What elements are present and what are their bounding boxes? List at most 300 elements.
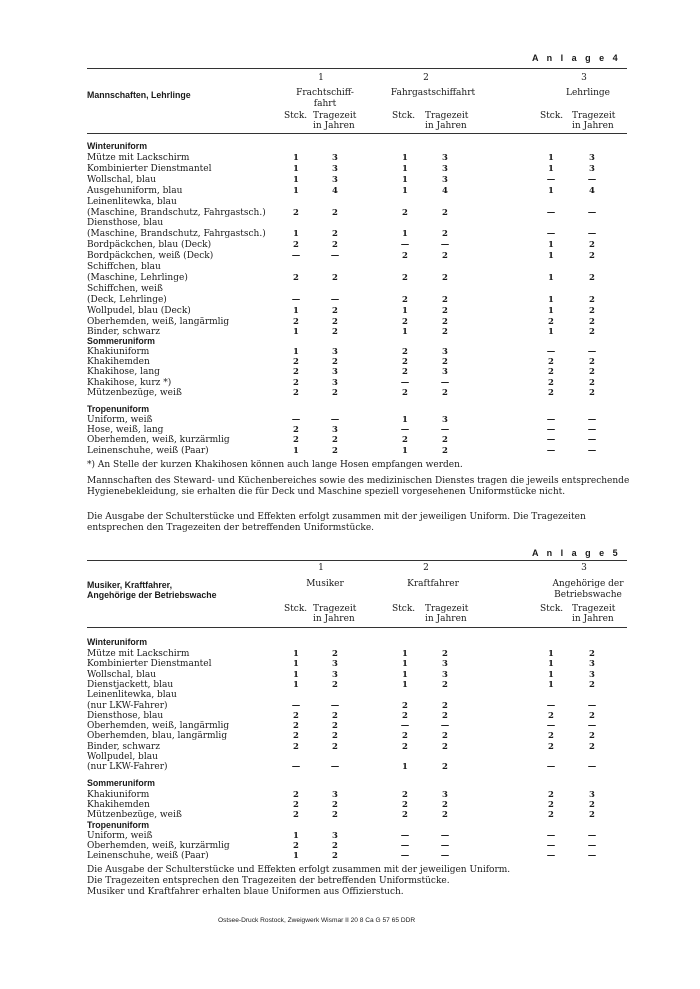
item-label: (nur LKW-Fahrer) — [87, 762, 168, 773]
stueck-cell: — — [546, 425, 556, 436]
tragezeit-cell: 2 — [332, 327, 338, 338]
stueck-cell: — — [546, 721, 556, 732]
tragezeit-cell: — — [587, 445, 597, 456]
tragezeit-cell: 2 — [442, 251, 448, 262]
stueck-cell: 2 — [402, 251, 408, 262]
stueck-cell: 1 — [293, 831, 299, 841]
tragezeit-cell: 2 — [589, 377, 595, 388]
tragezeit-cell: 2 — [442, 710, 448, 721]
stueck-cell: 1 — [548, 272, 554, 283]
table-row — [87, 790, 627, 800]
tragezeit-cell: 2 — [589, 327, 595, 338]
col-number-2: 2 — [423, 73, 429, 83]
tragezeit-cell: 2 — [589, 240, 595, 251]
stueck-cell: 1 — [293, 174, 299, 185]
stueck-cell: 2 — [402, 710, 408, 721]
group-heading-winter: Winteruniform — [87, 141, 148, 151]
item-label: Uniform, weiß — [87, 831, 153, 841]
tragezeit-cell: — — [587, 700, 597, 711]
tragezeit-cell: — — [330, 251, 340, 262]
item-label: Oberhemden, weiß, kurzärmlig — [87, 435, 230, 446]
table-row — [87, 659, 627, 669]
stueck-cell: 1 — [402, 669, 408, 680]
tragezeit-cell: 2 — [442, 229, 448, 240]
note-hygiene: Mannschaften des Steward- und Küchenbereiches sowie des medizinischen Dienstes tragen die jeweils entsprechende Hygienebekleidung, sie erhalten die für Deck und Maschine speziell vorgesehenen Uniformstücke nicht. — [87, 476, 630, 497]
tragezeit-cell: — — [587, 435, 597, 446]
tragezeit-cell: 2 — [332, 207, 338, 218]
item-label: Leinenlitewka, blau — [87, 690, 177, 701]
stueck-cell: 1 — [293, 649, 299, 659]
stueck-cell: 2 — [293, 377, 299, 388]
note-offizierstuch: Musiker und Kraftfahrer erhalten blaue Uniformen aus Offizierstuch. — [87, 887, 404, 897]
item-label: Uniform, weiß — [87, 415, 153, 425]
tragezeit-cell: — — [587, 851, 597, 862]
table-row — [87, 295, 627, 305]
tragezeit-cell: 3 — [442, 659, 448, 670]
stueck-cell: 1 — [402, 649, 408, 659]
table-row — [87, 415, 627, 425]
stueck-cell: 1 — [293, 669, 299, 680]
table-row — [87, 186, 627, 196]
in-jahren-label: in Jahren — [313, 121, 355, 131]
stueck-cell: — — [400, 831, 410, 841]
stueck-cell: 1 — [293, 185, 299, 196]
stueck-cell: 2 — [548, 357, 554, 368]
tragezeit-cell: 2 — [589, 387, 595, 398]
tragezeit-cell: 2 — [332, 240, 338, 251]
item-label: Schiffchen, weiß — [87, 283, 163, 294]
col-head-2: Kraftfahrer — [407, 579, 459, 589]
tragezeit-cell: — — [440, 721, 450, 732]
stueck-cell: 1 — [548, 294, 554, 305]
stueck-cell: — — [400, 377, 410, 388]
tragezeit-cell: 3 — [442, 367, 448, 378]
tragezeit-cell: 3 — [332, 174, 338, 185]
stueck-cell: — — [546, 229, 556, 240]
in-jahren-label: in Jahren — [572, 614, 614, 624]
stueck-cell: 2 — [402, 700, 408, 711]
stueck-cell: 1 — [402, 327, 408, 338]
stueck-cell: 1 — [402, 185, 408, 196]
stueck-cell: 2 — [402, 800, 408, 811]
stueck-cell: — — [400, 851, 410, 862]
tragezeit-cell: 2 — [332, 445, 338, 456]
table-row — [87, 701, 627, 711]
stueck-cell: — — [546, 435, 556, 446]
tragezeit-cell: 2 — [442, 305, 448, 316]
col-head-1: Musiker — [306, 579, 344, 589]
tragezeit-cell: 3 — [442, 174, 448, 185]
stueck-cell: 1 — [402, 679, 408, 690]
stueck-cell: 2 — [548, 387, 554, 398]
tragezeit-cell: 2 — [589, 357, 595, 368]
stueck-cell: — — [546, 174, 556, 185]
tragezeit-cell: 2 — [442, 731, 448, 742]
stueck-cell: 2 — [402, 435, 408, 446]
anlage-4-label: A n l a g e 4 — [532, 53, 621, 63]
tragezeit-cell: 3 — [442, 415, 448, 425]
tragezeit-cell: — — [587, 207, 597, 218]
tragezeit-cell: 2 — [589, 367, 595, 378]
stck-label: Stck. — [540, 604, 564, 614]
tragezeit-cell: 2 — [332, 810, 338, 821]
note-tragezeiten: Die Tragezeiten entsprechen den Tragezeiten der betreffenden Uniformstücke. — [87, 876, 450, 886]
table-row — [87, 357, 627, 367]
item-label: Ausgehuniform, blau — [87, 185, 183, 196]
tragezeit-cell: 2 — [589, 305, 595, 316]
stueck-cell: 2 — [293, 800, 299, 811]
tragezeit-cell: 3 — [332, 790, 338, 800]
stueck-cell: 1 — [548, 240, 554, 251]
table-row — [87, 831, 627, 841]
table-title-line-2: Angehörige der Betriebswache — [87, 590, 217, 600]
tragezeit-cell: — — [330, 294, 340, 305]
stueck-cell: 2 — [402, 357, 408, 368]
top-rule — [87, 560, 627, 561]
table-row — [87, 721, 627, 731]
table-row — [87, 240, 627, 250]
table-row — [87, 690, 627, 700]
stueck-cell: 2 — [548, 790, 554, 800]
tragezeit-cell: 2 — [332, 721, 338, 732]
item-label: Oberhemden, weiß, langärmlig — [87, 316, 230, 327]
stueck-cell: 2 — [402, 790, 408, 800]
col-number-3: 3 — [581, 73, 587, 83]
stueck-cell: 1 — [293, 229, 299, 240]
table-row — [87, 435, 627, 445]
tragezeit-cell: 2 — [589, 810, 595, 821]
tragezeit-cell: — — [587, 425, 597, 436]
note-schulterstuecke: Die Ausgabe der Schulterstücke und Effekten erfolgt zusammen mit der jeweiligen Uniform. — [87, 865, 511, 875]
item-label: Leinenschuhe, weiß (Paar) — [87, 851, 209, 862]
table-row — [87, 446, 627, 456]
header-rule — [87, 133, 627, 134]
tragezeit-cell: 4 — [589, 185, 595, 196]
tragezeit-cell: 4 — [332, 185, 338, 196]
stueck-cell: — — [546, 831, 556, 841]
stueck-cell: 1 — [548, 669, 554, 680]
tragezeit-cell: 3 — [442, 669, 448, 680]
stueck-cell: 1 — [548, 679, 554, 690]
tragezeit-cell: 2 — [332, 316, 338, 327]
table-row — [87, 425, 627, 435]
tragezeit-cell: — — [587, 841, 597, 852]
tragezeit-cell: — — [330, 415, 340, 425]
tragezeit-cell: 3 — [332, 367, 338, 378]
tragezeit-cell: 2 — [442, 357, 448, 368]
stueck-cell: 1 — [402, 229, 408, 240]
stueck-cell: 2 — [293, 435, 299, 446]
stueck-cell: 2 — [402, 207, 408, 218]
item-label: Khakihemden — [87, 800, 150, 811]
stueck-cell: 1 — [548, 185, 554, 196]
stueck-cell: 2 — [402, 316, 408, 327]
stck-label: Stck. — [392, 111, 416, 121]
stueck-cell: 1 — [548, 659, 554, 670]
table-row — [87, 327, 627, 337]
table-row — [87, 175, 627, 185]
in-jahren-label: in Jahren — [572, 121, 614, 131]
item-label: Khakiuniform — [87, 347, 150, 357]
stueck-cell: — — [546, 841, 556, 852]
tragezeit-cell: 2 — [442, 649, 448, 659]
stueck-cell: 1 — [293, 679, 299, 690]
col-number-1: 1 — [318, 73, 324, 83]
item-label: Khakihose, lang — [87, 367, 160, 378]
stueck-cell: 1 — [293, 163, 299, 174]
tragezeit-cell: 2 — [589, 731, 595, 742]
table-row — [87, 273, 627, 283]
item-label: Khakihemden — [87, 357, 150, 368]
item-label: Khakihose, kurz *) — [87, 377, 172, 388]
stueck-cell: 2 — [293, 710, 299, 721]
table-row — [87, 229, 627, 239]
stueck-cell: 2 — [402, 294, 408, 305]
stueck-cell: 1 — [293, 659, 299, 670]
stueck-cell: 2 — [293, 240, 299, 251]
stueck-cell: — — [546, 445, 556, 456]
tragezeit-cell: 2 — [442, 810, 448, 821]
tragezeit-cell: 3 — [332, 163, 338, 174]
table-row — [87, 208, 627, 218]
item-label: (Maschine, Brandschutz, Fahrgastsch.) — [87, 207, 266, 218]
item-label: Oberhemden, weiß, langärmlig — [87, 721, 230, 732]
table-row — [87, 388, 627, 398]
table-row — [87, 378, 627, 388]
table-title: Mannschaften, Lehrlinge — [87, 90, 191, 100]
footnote-khakihosen: *) An Stelle der kurzen Khakihosen können auch lange Hosen empfangen werden. — [87, 460, 463, 470]
tragezeit-cell: 2 — [589, 710, 595, 721]
stueck-cell: — — [546, 207, 556, 218]
tragezeit-cell: 2 — [442, 700, 448, 711]
tragezeit-cell: 2 — [442, 327, 448, 338]
stueck-cell: 2 — [293, 741, 299, 752]
tragezeit-cell: — — [440, 831, 450, 841]
tragezeit-cell: 2 — [589, 679, 595, 690]
stueck-cell: — — [291, 251, 301, 262]
in-jahren-label: in Jahren — [313, 614, 355, 624]
stueck-cell: 1 — [548, 163, 554, 174]
item-label: Wollschal, blau — [87, 174, 157, 185]
stueck-cell: 1 — [548, 305, 554, 316]
item-label: Dienstjackett, blau — [87, 679, 174, 690]
stueck-cell: — — [546, 415, 556, 425]
tragezeit-cell: 2 — [332, 841, 338, 852]
stueck-cell: 1 — [402, 762, 408, 773]
stueck-cell: 1 — [548, 327, 554, 338]
tragezeit-cell: 3 — [332, 831, 338, 841]
stueck-cell: 1 — [293, 851, 299, 862]
tragezeit-cell: 2 — [332, 305, 338, 316]
tragezeit-label: Tragezeit — [313, 111, 357, 121]
group-heading-tropen: Tropenuniform — [87, 404, 150, 414]
stueck-cell: 2 — [548, 810, 554, 821]
table-row — [87, 306, 627, 316]
stueck-cell: — — [400, 425, 410, 436]
tragezeit-cell: — — [330, 700, 340, 711]
tragezeit-label: Tragezeit — [425, 111, 469, 121]
stueck-cell: 2 — [548, 800, 554, 811]
tragezeit-cell: 3 — [332, 659, 338, 670]
tragezeit-cell: 2 — [332, 679, 338, 690]
table-title-line-1: Musiker, Kraftfahrer, — [87, 580, 173, 590]
tragezeit-cell: 2 — [442, 679, 448, 690]
tragezeit-cell: 3 — [589, 659, 595, 670]
item-label: (nur LKW-Fahrer) — [87, 700, 168, 711]
stueck-cell: 2 — [293, 425, 299, 436]
tragezeit-cell: 2 — [332, 800, 338, 811]
table-row — [87, 251, 627, 261]
item-label: Binder, schwarz — [87, 741, 160, 752]
tragezeit-cell: — — [587, 415, 597, 425]
stueck-cell: 2 — [402, 810, 408, 821]
col-head-3: Lehrlinge — [565, 88, 611, 98]
anlage-5-label: A n l a g e 5 — [532, 548, 621, 558]
stueck-cell: 2 — [548, 316, 554, 327]
stueck-cell: 1 — [402, 174, 408, 185]
stueck-cell: 2 — [293, 810, 299, 821]
stueck-cell: — — [546, 347, 556, 357]
stueck-cell: 2 — [293, 721, 299, 732]
table-row — [87, 762, 627, 772]
tragezeit-cell: — — [440, 851, 450, 862]
tragezeit-cell: 3 — [442, 163, 448, 174]
tragezeit-cell: — — [330, 762, 340, 773]
table-row — [87, 317, 627, 327]
stueck-cell: 1 — [293, 327, 299, 338]
item-label: Mütze mit Lackschirm — [87, 649, 190, 659]
in-jahren-label: in Jahren — [425, 121, 467, 131]
tragezeit-cell: 4 — [442, 185, 448, 196]
item-label: Hose, weiß, lang — [87, 425, 164, 436]
tragezeit-cell: 2 — [589, 272, 595, 283]
stueck-cell: 1 — [548, 649, 554, 659]
item-label: (Maschine, Lehrlinge) — [87, 272, 188, 283]
tragezeit-cell: 2 — [589, 316, 595, 327]
item-label: Leinenschuhe, weiß (Paar) — [87, 445, 209, 456]
item-label: Mützenbezüge, weiß — [87, 810, 182, 821]
item-label: Wollpudel, blau — [87, 752, 158, 762]
stueck-cell: 1 — [402, 153, 408, 163]
tragezeit-cell: 2 — [332, 435, 338, 446]
tragezeit-cell: — — [440, 425, 450, 436]
table-row — [87, 800, 627, 810]
table-row — [87, 197, 627, 207]
table-row — [87, 680, 627, 690]
table-row — [87, 742, 627, 752]
tragezeit-cell: 2 — [332, 357, 338, 368]
item-label: (Deck, Lehrlinge) — [87, 294, 167, 305]
stueck-cell: 2 — [548, 367, 554, 378]
tragezeit-cell: — — [587, 762, 597, 773]
item-label: Mütze mit Lackschirm — [87, 153, 190, 163]
item-label: Oberhemden, weiß, kurzärmlig — [87, 841, 230, 852]
table-row — [87, 284, 627, 294]
in-jahren-label: in Jahren — [425, 614, 467, 624]
stueck-cell: 2 — [293, 207, 299, 218]
table-row — [87, 649, 627, 659]
tragezeit-cell: 2 — [332, 387, 338, 398]
stueck-cell: 1 — [402, 163, 408, 174]
tragezeit-cell: 3 — [442, 153, 448, 163]
stueck-cell: 1 — [293, 445, 299, 456]
tragezeit-cell: 2 — [589, 294, 595, 305]
table-row — [87, 851, 627, 861]
stueck-cell: — — [291, 294, 301, 305]
tragezeit-cell: 2 — [589, 251, 595, 262]
group-heading-winter: Winteruniform — [87, 637, 148, 647]
stueck-cell: 2 — [293, 367, 299, 378]
tragezeit-cell: 2 — [442, 435, 448, 446]
table-row — [87, 262, 627, 272]
tragezeit-cell: 3 — [332, 425, 338, 436]
stueck-cell: — — [546, 851, 556, 862]
item-label: Bordpäckchen, weiß (Deck) — [87, 251, 214, 262]
tragezeit-cell: — — [440, 240, 450, 251]
stueck-cell: 2 — [548, 741, 554, 752]
tragezeit-label: Tragezeit — [572, 604, 616, 614]
tragezeit-cell: 2 — [332, 851, 338, 862]
tragezeit-cell: 2 — [589, 649, 595, 659]
tragezeit-cell: 2 — [442, 294, 448, 305]
tragezeit-cell: — — [440, 841, 450, 852]
tragezeit-cell: — — [587, 347, 597, 357]
printer-imprint: Ostsee-Druck Rostock, Zweigwerk Wismar II 20 8 Ca G 57 65 DDR — [218, 917, 416, 924]
tragezeit-label: Tragezeit — [425, 604, 469, 614]
tragezeit-cell: 3 — [332, 347, 338, 357]
item-label: Kombinierter Dienstmantel — [87, 163, 212, 174]
tragezeit-cell: 2 — [589, 800, 595, 811]
stueck-cell: 1 — [402, 659, 408, 670]
item-label: Leinenlitewka, blau — [87, 196, 177, 207]
tragezeit-cell: 2 — [442, 272, 448, 283]
tragezeit-cell: 2 — [332, 272, 338, 283]
tragezeit-cell: — — [587, 174, 597, 185]
tragezeit-cell: 2 — [442, 207, 448, 218]
col-number-3: 3 — [581, 563, 587, 573]
stueck-cell: 1 — [402, 305, 408, 316]
table-row — [87, 164, 627, 174]
tragezeit-cell: — — [587, 721, 597, 732]
stueck-cell: 2 — [402, 347, 408, 357]
tragezeit-cell: 2 — [332, 710, 338, 721]
stueck-cell: 2 — [402, 367, 408, 378]
table-row — [87, 752, 627, 762]
stueck-cell: 2 — [548, 710, 554, 721]
tragezeit-cell: 2 — [332, 741, 338, 752]
stueck-cell: 2 — [548, 377, 554, 388]
stueck-cell: 2 — [293, 841, 299, 852]
item-label: Mützenbezüge, weiß — [87, 387, 182, 398]
stueck-cell: — — [546, 762, 556, 773]
top-rule — [87, 68, 627, 69]
tragezeit-cell: — — [587, 229, 597, 240]
note-schulterstuecke: Die Ausgabe der Schulterstücke und Effekten erfolgt zusammen mit der jeweiligen Uniform. Die Tragezeiten entsprechen den Tragezeiten der betreffenden Uniformstücke. — [87, 512, 586, 533]
item-label: Khakiuniform — [87, 790, 150, 800]
table-row — [87, 218, 627, 228]
stueck-cell: 1 — [548, 153, 554, 163]
group-heading-sommer: Sommeruniform — [87, 778, 155, 788]
col-number-1: 1 — [318, 563, 324, 573]
tragezeit-cell: — — [587, 831, 597, 841]
stueck-cell: — — [546, 700, 556, 711]
tragezeit-cell: 3 — [332, 153, 338, 163]
stueck-cell: 1 — [293, 305, 299, 316]
tragezeit-cell: 3 — [589, 163, 595, 174]
stueck-cell: — — [400, 841, 410, 852]
tragezeit-cell: 3 — [442, 790, 448, 800]
col-head-2: Fahrgastschiffahrt — [390, 88, 476, 98]
